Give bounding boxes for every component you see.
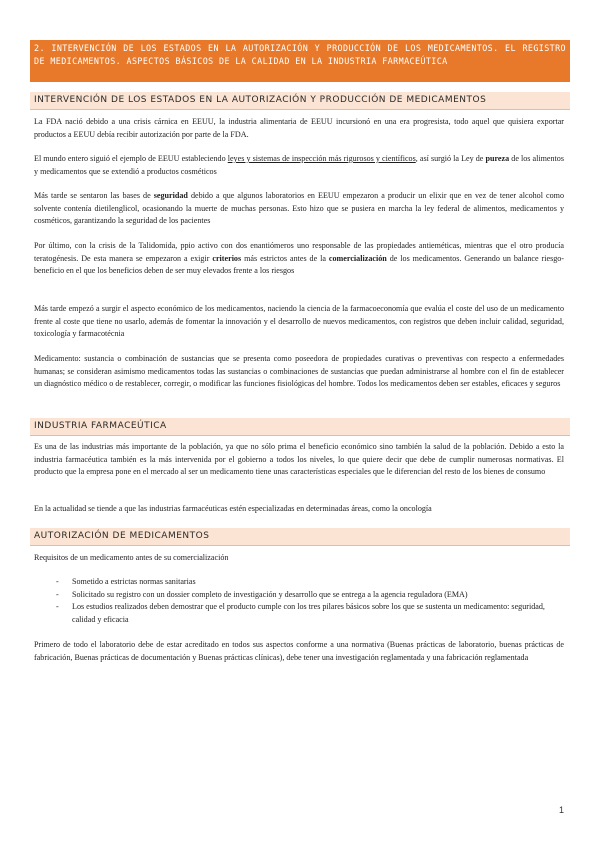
requirements-list: [56, 576, 564, 626]
section-heading-intervencion: INTERVENCIÓN DE LOS ESTADOS EN LA AUTORIZACIÓN Y PRODUCCIÓN DE MEDICAMENTOS: [30, 92, 570, 110]
paragraph-industria: Es una de las industrias más importante de la población, ya que no sólo prima el beneficio económico sino también la salud de la población. Debido a esto la industria farmacéutica también es la más intervenida por el gobierno a todos los niveles, lo que quiere decir que debe de cumplir numerosas normativas. El producto que la empresa pone en el mercado al ser un medicamento tiene unas características especiales que le diferencian del resto de los bienes de consumo: [34, 442, 564, 477]
paragraph-fda: La FDA nació debido a una crisis cárnica en EEUU, la industria alimentaria de EEUU incursionó en una era progresista, todo aquel que quisiera exportar productos a EEUU debía recibir autorización por parte de la FDA.: [34, 117, 564, 139]
list-item: - Los estudios realizados deben demostrar que el producto cumple con los tres pilares básicos sobre los que se sustenta un medicamento: seguridad, calidad y eficacia: [56, 601, 564, 626]
paragraph-talidomida: Por último, con la crisis de la Talidomida, ppio activo con dos enantiómeros uno responsable de las propiedades antieméticas, mientras que el otro producía teratogénesis. De esta manera se empezaron a exigir criterios más estrictos antes de la comercialización de los medicamentos. Generando un balance riesgo-beneficio en el que los beneficios deben de ser muy elevados frente a los riesgos: [34, 241, 565, 276]
paragraph-especializacion: En la actualidad se tiende a que las industrias farmacéuticas estén especializadas en determinadas áreas, como la oncología: [34, 504, 432, 513]
paragraph-requisitos-intro: Requisitos de un medicamento antes de su comercialización: [34, 553, 229, 562]
section-heading-autorizacion: AUTORIZACIÓN DE MEDICAMENTOS: [30, 528, 570, 546]
list-item: - Solicitado su registro con un dossier completo de investigación y desarrollo que se entrega a la agencia reguladora (EMA): [56, 589, 564, 602]
paragraph-farmacoeconomia: Más tarde empezó a surgir el aspecto económico de los medicamentos, naciendo la ciencia de la farmacoeconomía que evalúa el coste del uso de un medicamento frente al coste que tiene no usarlo, además de fomentar la innovación y el desarrollo de nuevos medicamentos, con registros que deben incluir calidad, seguridad, toxicología y farmacotécnia: [34, 304, 564, 339]
document-title: 2. INTERVENCIÓN DE LOS ESTADOS EN LA AUTORIZACIÓN Y PRODUCCIÓN DE LOS MEDICAMENTOS. EL REGISTRO DE MEDICAMENTOS. ASPECTOS BÁSICOS DE LA CALIDAD EN LA INDUSTRIA FARMACEÚTICA: [30, 40, 570, 82]
underlined-text: leyes y sistemas de inspección más rigurosos y científicos: [227, 154, 416, 163]
paragraph-acreditacion: Primero de todo el laboratorio debe de estar acreditado en todos sus aspectos conforme a una normativa (Buenas prácticas de laboratorio, buenas prácticas de fabricación, Buenas prácticas de documentación y Buenas prácticas clínicas), debe tener una investigación reglamentada y una fabricación reglamentada: [34, 640, 564, 662]
section-heading-industria: INDUSTRIA FARMACEÚTICA: [30, 418, 570, 436]
list-item: - Sometido a estrictas normas sanitarias: [56, 576, 564, 589]
paragraph-leyes: El mundo entero siguió el ejemplo de EEUU estableciendo leyes y sistemas de inspección más rigurosos y científicos, así surgió la Ley de pureza de los alimentos y medicamentos que se extendió a productos cosméticos: [34, 154, 565, 176]
paragraph-seguridad: Más tarde se sentaron las bases de seguridad debido a que algunos laboratorios en EEUU empezaron a producir un elixir que en vez de tener alcohol como solvente contenía dietilenglicol, ocasionando la muerte de muchas personas. Esto hizo que se pusiera en marcha la ley federal de alimentos, medicamentos y cosméticos, garantizando la seguridad de los pacientes: [34, 191, 564, 226]
paragraph-medicamento-definicion: Medicamento: sustancia o combinación de sustancias que se presenta como poseedora de propiedades curativas o preventivas con respecto a enfermedades humanas; se consideran asimismo medicamentos todas las sustancias o combinaciones de sustancias que puedan administrarse al hombre con el fin de establecer un diagnóstico médico o de restablecer, corregir, o modificar las funciones fisiológicas del hombre. Todos los medicamentos deben ser estables, eficaces y seguros: [34, 354, 564, 389]
page-number: 1: [558, 805, 564, 815]
